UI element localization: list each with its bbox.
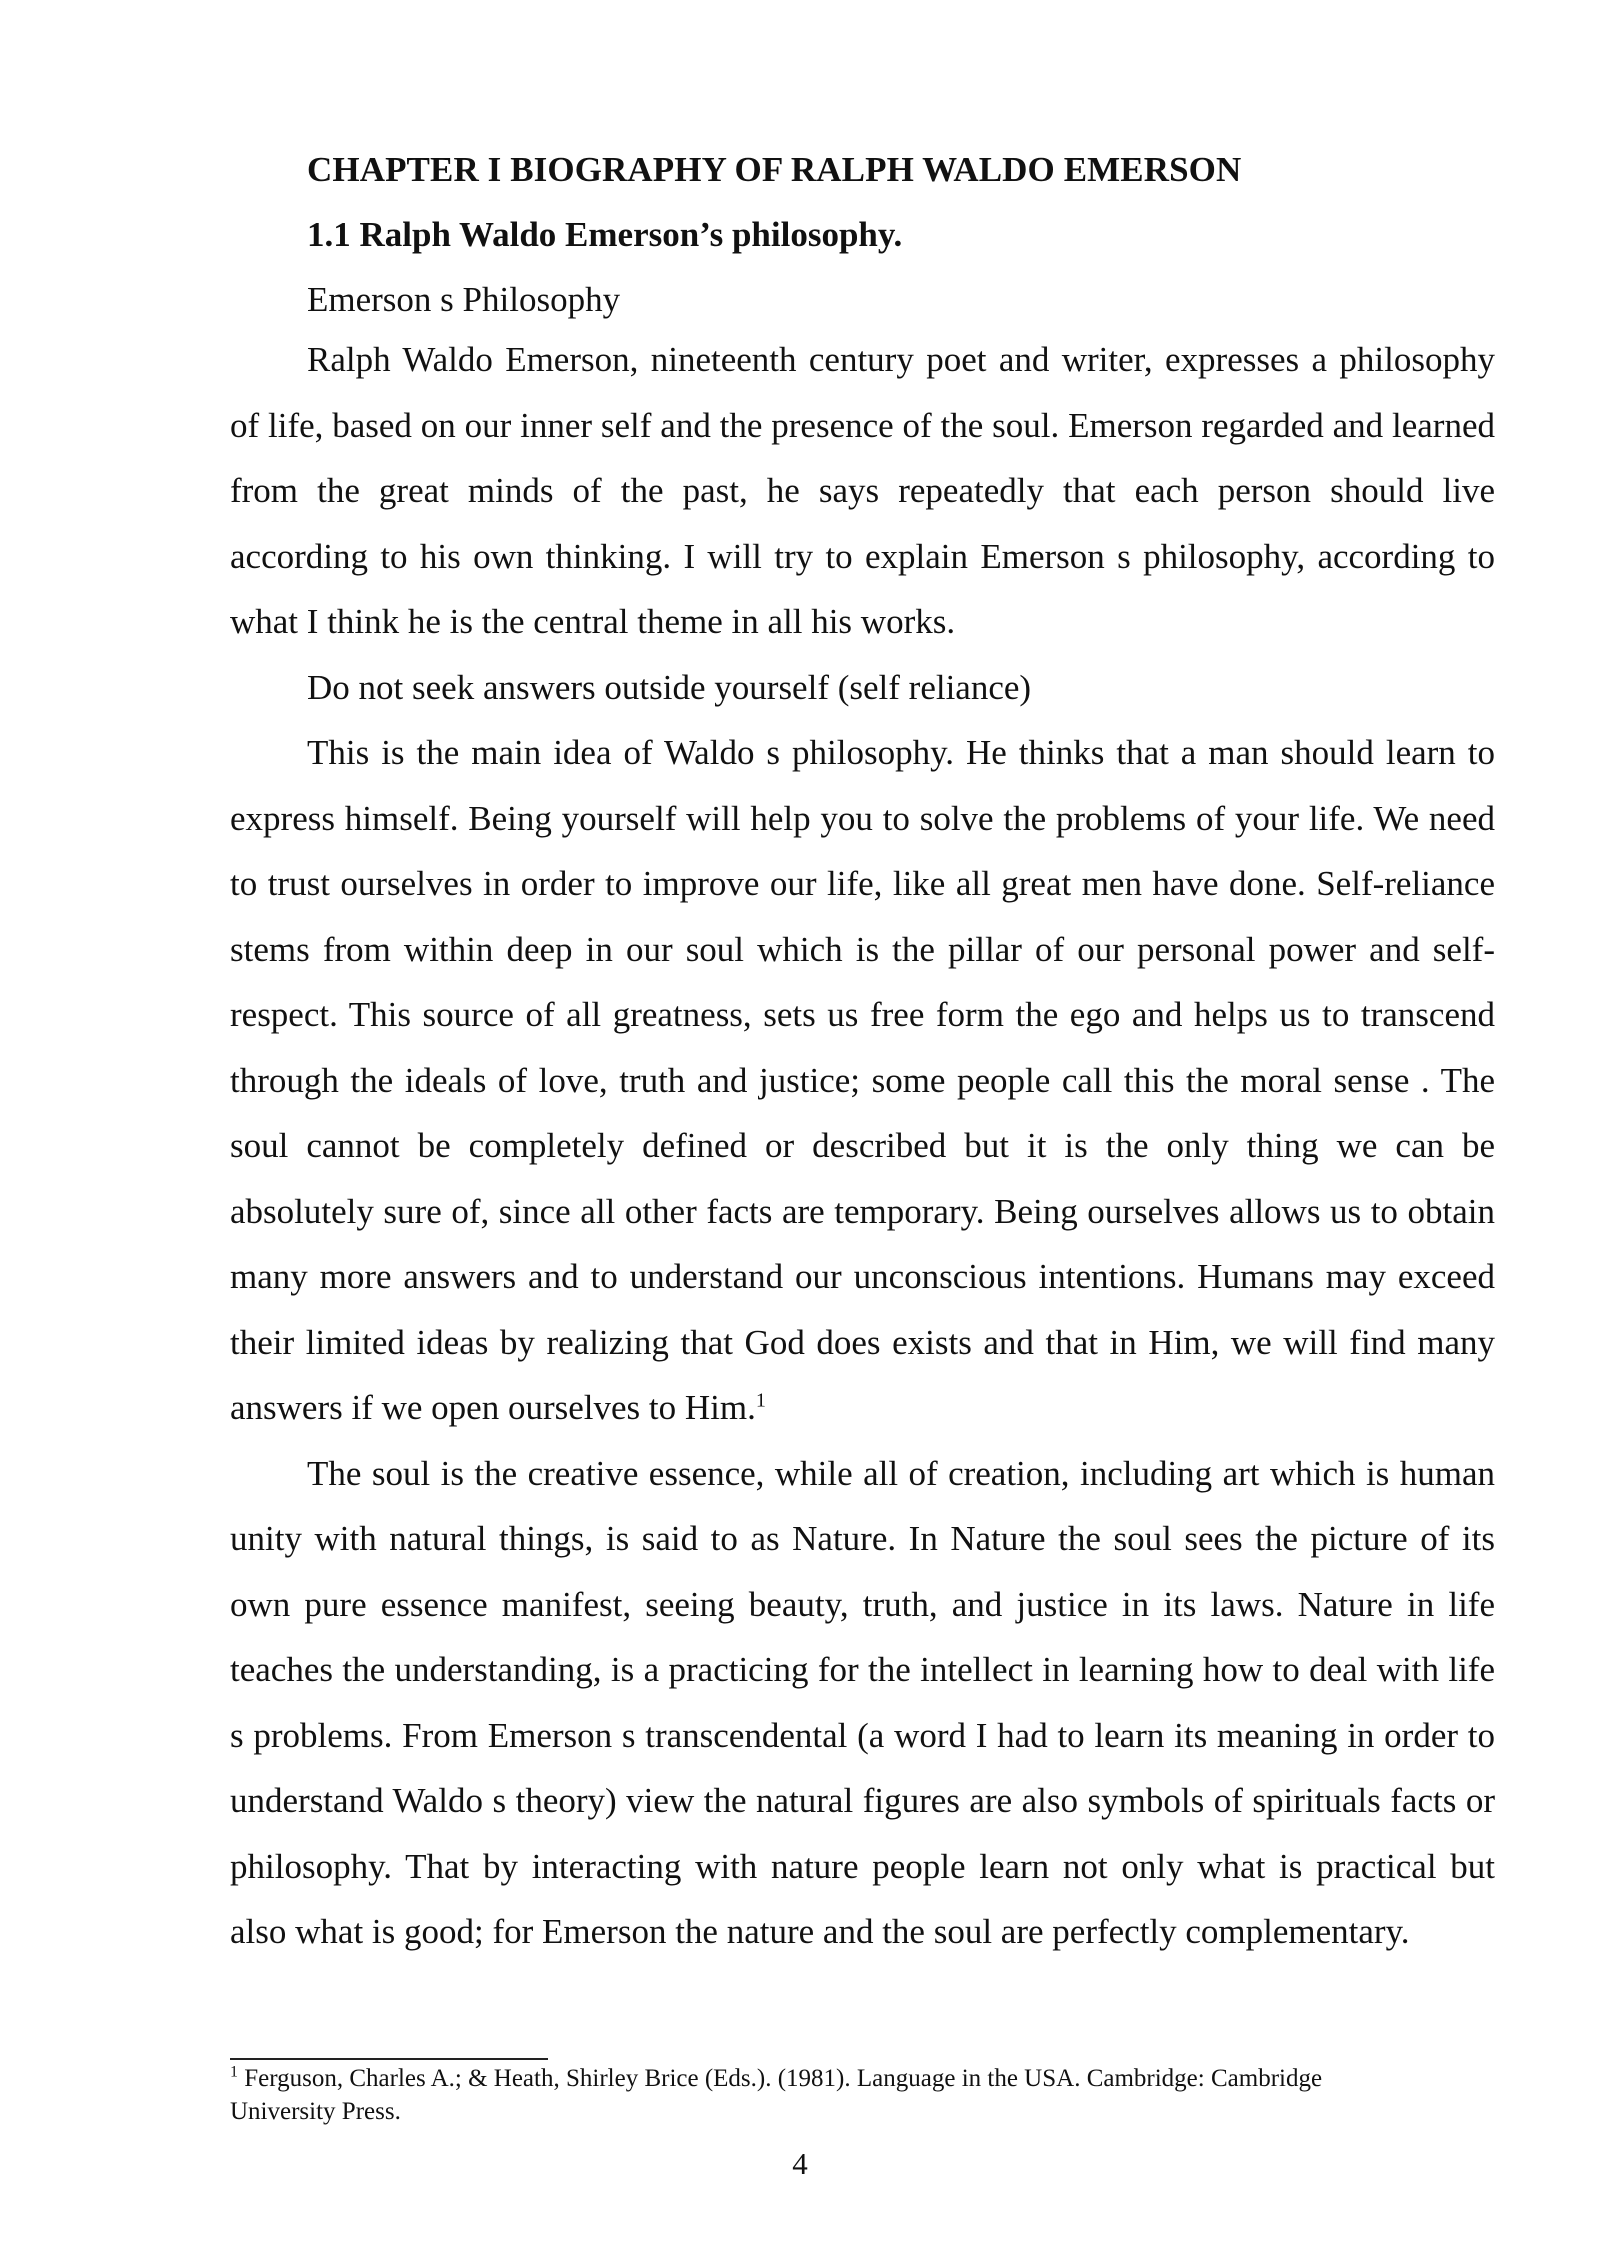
paragraph-self-reliance-heading: Do not seek answers outside yourself (self reliance) (307, 667, 1032, 707)
paragraph-nature: The soul is the creative essence, while all of creation, including art which is human unity with natural things, is said to as Nature. In Nature the soul sees the picture of its own pure essence manifest, seeing beauty, truth, and justice in its laws. Nature in life teaches the understanding, is a practicing for the intellect in learning how to deal with life s problems. From Emerson s transcendental (a word I had to learn its meaning in order to understand Waldo s theory) view the natural figures are also symbols of spirituals facts or philosophy. That by interacting with nature people learn not only what is practical but also what is good; for Emerson the nature and the soul are perfectly complementary. (230, 1453, 1495, 1951)
chapter-title: CHAPTER I BIOGRAPHY OF RALPH WALDO EMERSON (307, 150, 1242, 189)
footnote-number: 1 (230, 2063, 238, 2081)
page-number: 4 (792, 2146, 808, 2181)
paragraph-self-reliance-text: This is the main idea of Waldo s philosophy. He thinks that a man should learn to express himself. Being yourself will help you to solve the problems of your life. We need to trust ourselves in order to improve our life, like all great men have done. Self-reliance stems from within deep in our soul which is the pillar of our personal power and self-respect. This source of all greatness, sets us free form the ego and helps us to transcend through the ideals of love, truth and justice; some people call this the moral sense . The soul cannot be completely defined or described but it is the only thing we can be absolutely sure of, since all other facts are temporary. Being ourselves allows us to obtain many more answers and to understand our unconscious intentions. Humans may exceed their limited ideas by realizing that God does exists and that in Him, we will find many answers if we open ourselves to Him. (230, 733, 1495, 1427)
section-title: 1.1 Ralph Waldo Emerson’s philosophy. (307, 215, 903, 254)
footnote-reference: 1 (755, 1389, 766, 1412)
document-page (230, 150, 1495, 1965)
footnote-separator (230, 2058, 548, 2060)
footnote (230, 2062, 1410, 2128)
subheading: Emerson s Philosophy (307, 280, 621, 319)
paragraph-self-reliance (230, 720, 1495, 1441)
footnote-text: Ferguson, Charles A.; & Heath, Shirley Brice (Eds.). (1981). Language in the USA. Cambridge: Cambridge University Press. (230, 2065, 1323, 2125)
paragraph-intro: Ralph Waldo Emerson, nineteenth century poet and writer, expresses a philosophy of life, based on our inner self and the presence of the soul. Emerson regarded and learned from the great minds of the past, he says repeatedly that each person should live according to his own thinking. I will try to explain Emerson s philosophy, according to what I think he is the central theme in all his works. (230, 340, 1495, 641)
